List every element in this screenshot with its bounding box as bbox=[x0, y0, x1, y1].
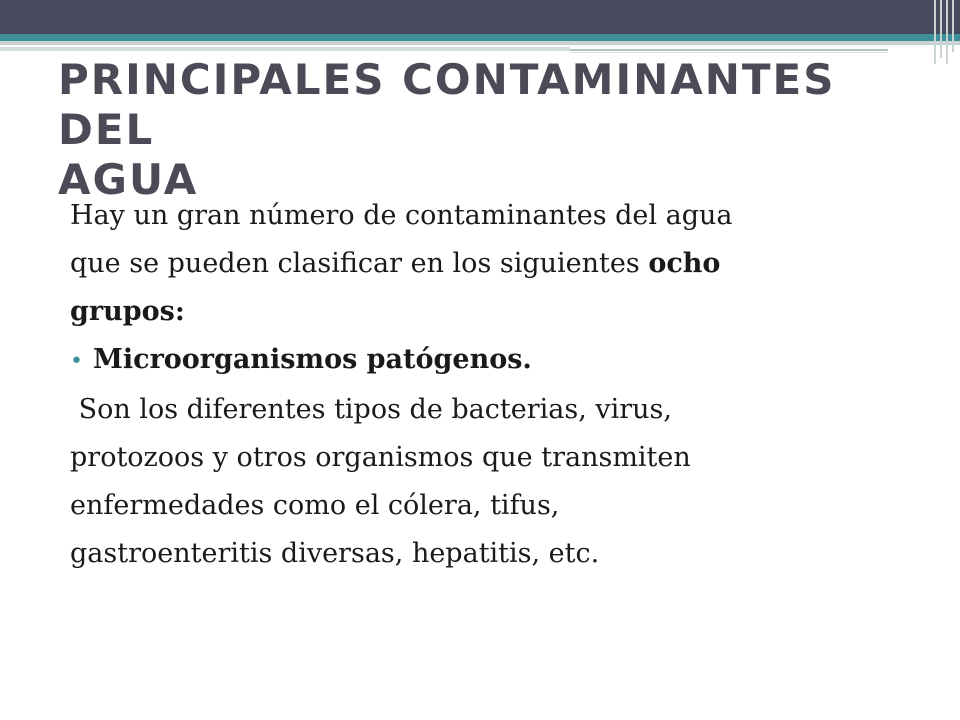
description-line-4: gastroenteritis diversas, hepatitis, etc. bbox=[70, 538, 600, 569]
bullet-icon: • bbox=[70, 349, 83, 374]
slide-title bbox=[58, 55, 898, 205]
slide-body bbox=[70, 192, 890, 578]
slide-title-line-2: AGUA bbox=[58, 155, 199, 204]
top-banner-accent-line-2 bbox=[570, 52, 888, 53]
bullet-label: Microorganismos patógenos. bbox=[92, 344, 532, 375]
intro-line-2 bbox=[70, 240, 890, 288]
description-line-3: enfermedades como el cólera, tifus, bbox=[70, 490, 560, 521]
description-line-2: protozoos y otros organismos que transmiten bbox=[70, 442, 691, 473]
description-line-1: Son los diferentes tipos de bacterias, virus, bbox=[70, 394, 672, 425]
bullet-item bbox=[70, 336, 890, 386]
top-banner-accent-line bbox=[570, 49, 888, 51]
intro-line-2-text: que se pueden clasificar en los siguientes bbox=[70, 248, 649, 279]
top-banner-dark-bar bbox=[0, 0, 960, 34]
intro-emphasis: ocho bbox=[648, 248, 721, 279]
intro-line-3: grupos: bbox=[70, 296, 185, 327]
intro-line-1: Hay un gran número de contaminantes del agua bbox=[70, 200, 733, 231]
slide-title-line-1: PRINCIPALES CONTAMINANTES DEL bbox=[58, 55, 836, 154]
top-banner-lower-stripe bbox=[0, 47, 570, 51]
top-banner-teal-stripe bbox=[0, 34, 960, 41]
top-banner-right-ribs bbox=[928, 0, 960, 64]
